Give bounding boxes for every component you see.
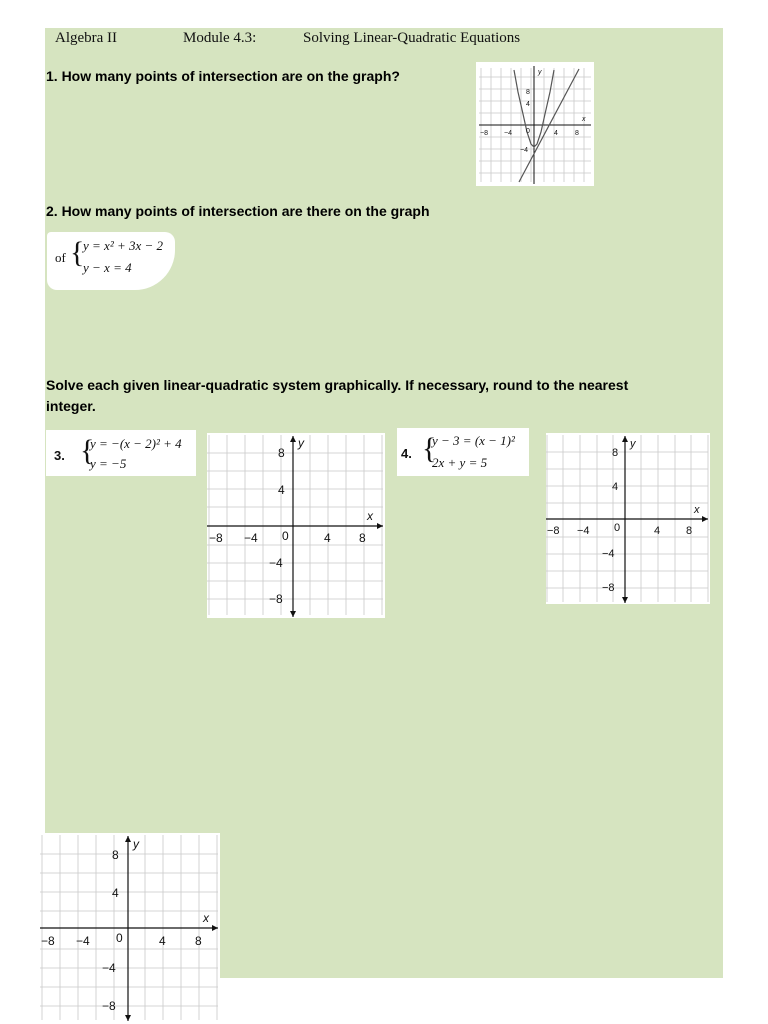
extra-x-tick-label: 0 [116,931,123,945]
q4-x-tick-label: 0 [614,522,621,534]
q3-graph-svg [207,433,385,618]
q2-equation-2: y − x = 4 [83,260,132,275]
q3-x-axis-label: x [367,509,373,523]
q4-y-tick-label: −8 [602,582,615,594]
extra-x-axis-label: x [203,911,209,925]
q1-x-tick-label: 4 [554,130,558,137]
q4-brace: { [422,432,437,465]
q1-graph [476,62,594,186]
question-1-prompt: 1. How many points of intersection are on the graph? [46,68,400,84]
q4-y-tick-label: −4 [602,548,615,560]
q3-x-tick-label: 0 [282,529,289,543]
extra-y-tick-label: 4 [112,886,119,900]
question-2-prompt: 2. How many points of intersection are there on the graph [46,203,430,219]
extra-x-tick-label: 4 [159,934,166,948]
q4-graph-svg [546,433,710,604]
extra-graph-svg [40,833,220,1022]
q4-x-tick-label: −8 [547,525,560,537]
q3-equation-2: y = −5 [90,456,127,471]
q2-equation-box [47,232,175,290]
extra-x-tick-label: 8 [195,934,202,948]
extra-x-tick-label: −8 [41,934,55,948]
header-course: Algebra II [55,30,118,46]
q4-number: 4. [401,446,412,461]
q3-number: 3. [54,448,65,463]
q3-graph [207,433,385,618]
q4-x-axis-label: x [694,504,700,516]
q3-y-axis-label: y [298,436,304,450]
q4-equation-box [397,428,529,476]
extra-y-tick-label: −8 [102,999,116,1013]
q1-y-tick-label: −4 [520,147,528,154]
q4-x-tick-label: 8 [686,525,693,537]
q4-graph [546,433,710,604]
q1-y-tick-label: 8 [526,89,530,96]
extra-graph [40,833,220,1022]
q4-equation-2: 2x + y = 5 [432,455,488,470]
q2-brace: { [70,236,85,269]
q3-y-tick-label: −8 [269,592,283,606]
q1-y-tick-label: 4 [526,101,530,108]
q4-y-tick-label: 4 [612,481,619,493]
q1-x-axis-label: x [582,116,586,123]
q4-x-tick-label: 4 [654,525,661,537]
q3-y-tick-label: 8 [278,446,285,460]
instruction-line-2: integer. [46,398,96,414]
q3-y-tick-label: 4 [278,483,285,497]
q4-equation-1: y − 3 = (x − 1)² [432,433,515,448]
q2-of-label: of [55,250,66,265]
q1-y-axis-label: y [538,69,542,76]
q1-x-tick-label: −4 [504,130,512,137]
q4-y-axis-label: y [630,438,636,450]
extra-y-axis-label: y [133,837,139,851]
extra-y-tick-label: 8 [112,848,119,862]
q3-x-tick-label: 4 [324,531,331,545]
q2-equation-1: y = x² + 3x − 2 [83,238,164,253]
q4-x-tick-label: −4 [577,525,590,537]
q3-x-tick-label: 8 [359,531,366,545]
q3-equation-box [46,430,196,476]
extra-y-tick-label: −4 [102,961,116,975]
extra-x-tick-label: −4 [76,934,90,948]
q4-y-tick-label: 8 [612,447,619,459]
q3-x-tick-label: −8 [209,531,223,545]
q3-brace: { [80,434,95,467]
instruction-line-1: Solve each given linear-quadratic system graphically. If necessary, round to the nearest [46,377,629,393]
header-topic: Solving Linear-Quadratic Equations [303,30,521,46]
q1-x-tick-label: 8 [575,130,579,137]
q1-graph-svg [476,62,594,186]
q3-y-tick-label: −4 [269,556,283,570]
header-module: Module 4.3: [183,30,257,46]
q3-equation-1: y = −(x − 2)² + 4 [90,436,182,451]
q3-x-tick-label: −4 [244,531,258,545]
q1-x-tick-label: 0 [526,128,530,135]
q1-x-tick-label: −8 [480,130,488,137]
